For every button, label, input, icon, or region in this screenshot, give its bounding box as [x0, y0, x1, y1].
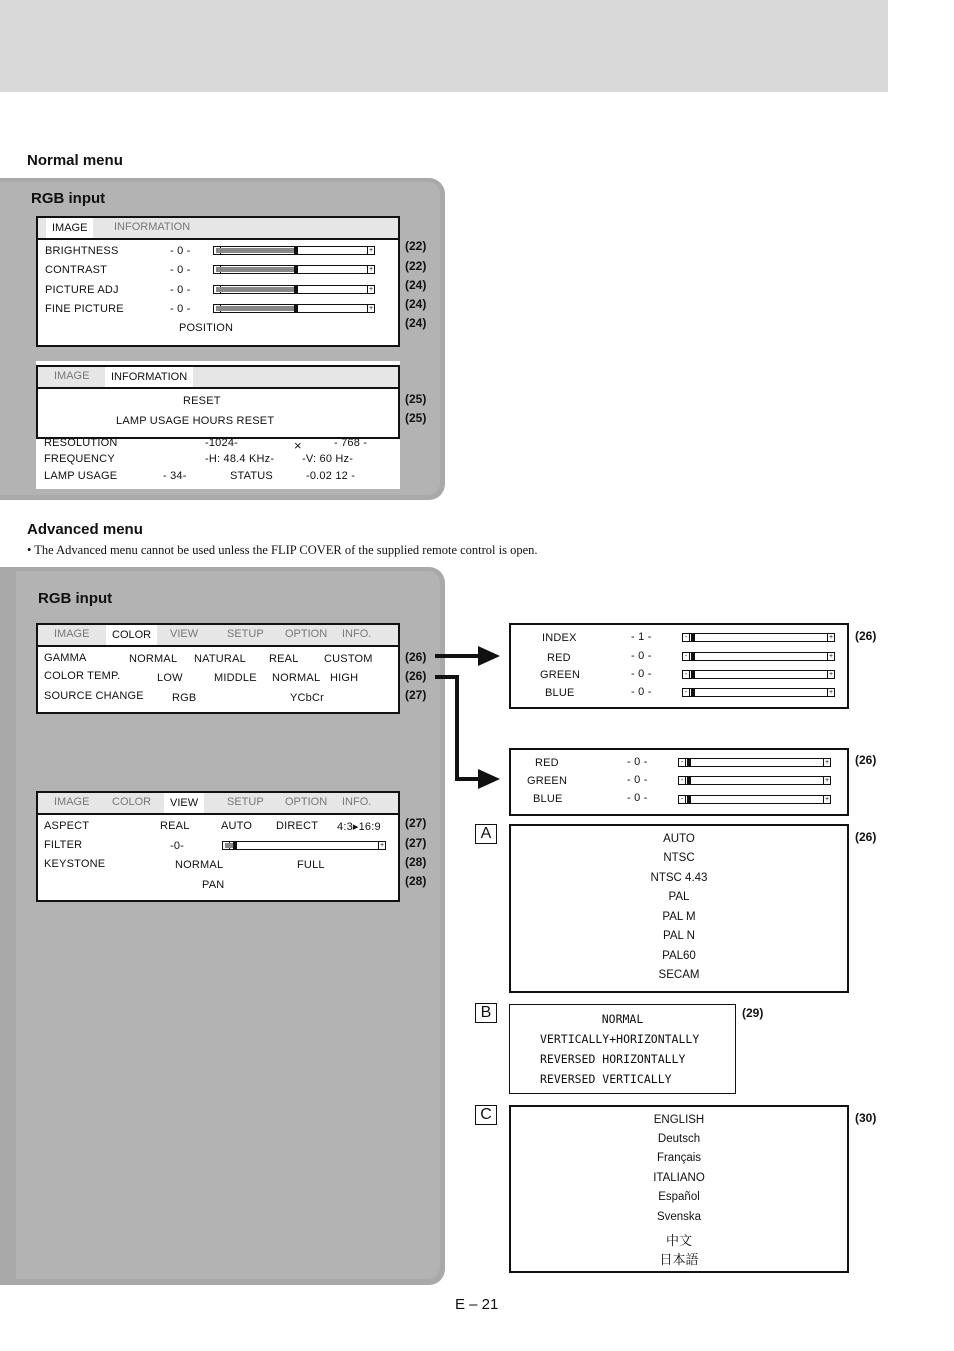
color-menu [36, 623, 400, 714]
gamma-green-label: GREEN [540, 669, 581, 681]
list-item[interactable]: VERTICALLY+HORIZONTALLY [540, 1032, 700, 1046]
ct-green-slider[interactable]: - + [678, 776, 831, 785]
resolution-x: × [294, 438, 302, 453]
frequency-v: -V: 60 Hz- [302, 453, 354, 465]
reset-item[interactable]: RESET [183, 395, 221, 407]
ref-source-change: (27) [405, 688, 427, 702]
tab-option[interactable]: OPTION [285, 628, 328, 640]
lamp-usage-label: LAMP USAGE [44, 470, 118, 482]
gamma-green-slider[interactable]: - + [682, 670, 835, 679]
lamp-usage-value: - 34- [163, 470, 187, 482]
gamma-blue-value: - 0 - [631, 686, 652, 698]
list-item[interactable]: REVERSED HORIZONTALLY [540, 1052, 686, 1066]
view-menu [36, 791, 400, 902]
frequency-label: FREQUENCY [44, 453, 115, 465]
gamma-red-value: - 0 - [631, 650, 652, 662]
ct-red-label: RED [535, 757, 559, 769]
gamma-green-value: - 0 - [631, 668, 652, 680]
keystone-label: KEYSTONE [44, 858, 106, 870]
tab-color[interactable]: COLOR [112, 796, 152, 808]
source-change-label: SOURCE CHANGE [44, 690, 144, 702]
ct-red-value: - 0 - [627, 756, 648, 768]
list-item[interactable]: NTSC 4.43 [650, 872, 708, 884]
contrast-label: CONTRAST [45, 264, 108, 276]
tab-image[interactable]: IMAGE [54, 796, 90, 808]
list-item[interactable]: 日本語 [659, 1252, 699, 1267]
resolution-label: RESOLUTION [44, 437, 118, 449]
color-temp-label: COLOR TEMP. [44, 670, 121, 682]
advanced-menu-heading: Advanced menu [27, 521, 143, 538]
aspect-auto[interactable]: AUTO [221, 820, 253, 832]
tab-view[interactable]: VIEW [170, 628, 199, 640]
tab-image[interactable]: IMAGE [54, 370, 90, 382]
pan-item[interactable]: PAN [202, 879, 225, 891]
ct-green-value: - 0 - [627, 774, 648, 786]
ref-aspect: (27) [405, 816, 427, 830]
list-item[interactable]: 中文 [665, 1233, 692, 1248]
keystone-normal[interactable]: NORMAL [175, 859, 224, 871]
tab-info[interactable]: INFO. [342, 796, 372, 808]
ref-filter: (27) [405, 836, 427, 850]
aspect-label: ASPECT [44, 820, 90, 832]
ref-lamp-reset: (25) [405, 411, 427, 425]
normal-menu-heading: Normal menu [27, 152, 123, 169]
gamma-red-slider[interactable]: - + [682, 652, 835, 661]
gamma-blue-label: BLUE [545, 687, 575, 699]
brightness-label: BRIGHTNESS [45, 245, 119, 257]
advanced-panel-title: RGB input [38, 590, 113, 607]
page-number: E – 21 [455, 1296, 499, 1313]
index-slider[interactable]: - + [682, 633, 835, 642]
arrow-color-temp-line [435, 677, 482, 779]
ref-brightness: (22) [405, 239, 427, 253]
color-temp-adjust-box [509, 748, 849, 816]
color-temp-middle[interactable]: MIDDLE [214, 672, 257, 684]
arrow-color-temp-head [478, 769, 500, 789]
gamma-label: GAMMA [44, 652, 87, 664]
status-value: -0.02 12 - [306, 470, 356, 482]
box-a-tag: A [475, 824, 497, 844]
aspect-direct[interactable]: DIRECT [276, 820, 319, 832]
list-item[interactable]: Français [656, 1152, 702, 1164]
source-change-ycbcr[interactable]: YCbCr [290, 692, 325, 704]
aspect-4-3-16-9[interactable]: 4:3▸16:9 [337, 821, 381, 833]
ref-pan: (28) [405, 874, 427, 888]
position-item[interactable]: POSITION [179, 322, 234, 334]
tab-information[interactable]: INFORMATION [114, 221, 191, 233]
list-item[interactable]: NORMAL [601, 1012, 644, 1026]
language-box [509, 1105, 849, 1273]
list-item[interactable]: Español [658, 1191, 700, 1203]
contrast-value: - 0 - [170, 264, 191, 276]
brightness-value: - 0 - [170, 245, 191, 257]
tab-info[interactable]: INFO. [342, 628, 372, 640]
orientation-box [509, 1004, 736, 1094]
ref-box-a: (26) [855, 830, 877, 844]
information-menu-tabs [38, 367, 398, 389]
gamma-natural[interactable]: NATURAL [194, 653, 246, 665]
ref-contrast: (22) [405, 259, 427, 273]
tab-setup[interactable]: SETUP [227, 628, 264, 640]
fine-picture-slider[interactable]: + [213, 304, 375, 313]
image-menu-tabs [38, 218, 398, 240]
ref-reset: (25) [405, 392, 427, 406]
view-menu-tabs [38, 793, 398, 815]
list-item[interactable]: NTSC [663, 852, 695, 864]
advanced-menu-note: • The Advanced menu cannot be used unless the FLIP COVER of the supplied remote control is open. [27, 543, 538, 557]
filter-value: -0- [170, 840, 185, 852]
ct-blue-slider[interactable]: - + [678, 795, 831, 804]
list-item[interactable]: ENGLISH [653, 1114, 705, 1126]
information-menu [36, 361, 400, 489]
ref-fine-picture: (24) [405, 297, 427, 311]
lamp-usage-hours-reset-item[interactable]: LAMP USAGE HOURS RESET [116, 415, 275, 427]
ct-blue-value: - 0 - [627, 792, 648, 804]
video-system-box [509, 824, 849, 993]
list-item[interactable]: SECAM [658, 969, 700, 981]
filter-label: FILTER [44, 839, 83, 851]
gamma-normal[interactable]: NORMAL [129, 653, 178, 665]
connector-arrows [430, 640, 510, 790]
aspect-real[interactable]: REAL [160, 820, 190, 832]
tab-image[interactable]: IMAGE [46, 218, 93, 238]
list-item[interactable]: Svenska [656, 1211, 702, 1223]
contrast-slider[interactable]: + [213, 265, 375, 274]
gamma-red-label: RED [547, 652, 571, 664]
ct-red-slider[interactable]: - + [678, 758, 831, 767]
filter-slider[interactable]: + [222, 841, 386, 850]
list-item[interactable]: PAL N [663, 930, 695, 942]
source-change-rgb[interactable]: RGB [172, 692, 197, 704]
header-band [0, 0, 888, 92]
ref-gamma: (26) [405, 650, 427, 664]
picture-adj-label: PICTURE ADJ [45, 284, 119, 296]
ref-color-temp: (26) [405, 669, 427, 683]
list-item[interactable]: PAL [668, 891, 690, 903]
list-item[interactable]: PAL M [662, 911, 696, 923]
picture-adj-slider[interactable]: + [213, 285, 375, 294]
list-item[interactable]: Deutsch [657, 1133, 701, 1145]
color-temp-normal[interactable]: NORMAL [272, 672, 321, 684]
color-menu-tabs [38, 625, 398, 647]
list-item[interactable]: ITALIANO [653, 1172, 705, 1184]
fine-picture-label: FINE PICTURE [45, 303, 124, 315]
picture-adj-value: - 0 - [170, 284, 191, 296]
gamma-custom-box [509, 623, 849, 709]
arrow-gamma-head [478, 646, 500, 666]
ref-box-c: (30) [855, 1111, 877, 1125]
index-value: - 1 - [631, 631, 652, 643]
ref-gamma-custom: (26) [855, 629, 877, 643]
image-menu [36, 216, 400, 347]
gamma-custom[interactable]: CUSTOM [324, 653, 373, 665]
brightness-slider[interactable]: + [213, 246, 375, 255]
tab-option[interactable]: OPTION [285, 796, 328, 808]
ref-box-b: (29) [742, 1006, 764, 1020]
tab-information[interactable]: INFORMATION [105, 367, 193, 387]
gamma-blue-slider[interactable]: - + [682, 688, 835, 697]
tab-setup[interactable]: SETUP [227, 796, 264, 808]
tab-image[interactable]: IMAGE [54, 628, 90, 640]
list-item[interactable]: PAL60 [662, 950, 696, 962]
ct-blue-label: BLUE [533, 793, 563, 805]
resolution-v: - 768 - [334, 437, 368, 449]
color-temp-high[interactable]: HIGH [330, 672, 359, 684]
ref-position: (24) [405, 316, 427, 330]
tab-view[interactable]: VIEW [164, 793, 204, 813]
ct-green-label: GREEN [527, 775, 568, 787]
keystone-full[interactable]: FULL [297, 859, 325, 871]
tab-color[interactable]: COLOR [106, 625, 157, 645]
box-b-tag: B [475, 1003, 497, 1023]
ref-picture-adj: (24) [405, 278, 427, 292]
list-item[interactable]: REVERSED VERTICALLY [540, 1072, 672, 1086]
color-temp-low[interactable]: LOW [157, 672, 183, 684]
ref-keystone: (28) [405, 855, 427, 869]
gamma-real[interactable]: REAL [269, 653, 299, 665]
ref-color-temp-adjust: (26) [855, 753, 877, 767]
box-c-tag: C [475, 1105, 497, 1125]
frequency-h: -H: 48.4 KHz- [205, 453, 275, 465]
index-label: INDEX [542, 632, 577, 644]
resolution-h: -1024- [205, 437, 238, 449]
list-item[interactable]: AUTO [663, 833, 695, 845]
status-label: STATUS [230, 470, 273, 482]
fine-picture-value: - 0 - [170, 303, 191, 315]
normal-panel-title: RGB input [31, 190, 106, 207]
